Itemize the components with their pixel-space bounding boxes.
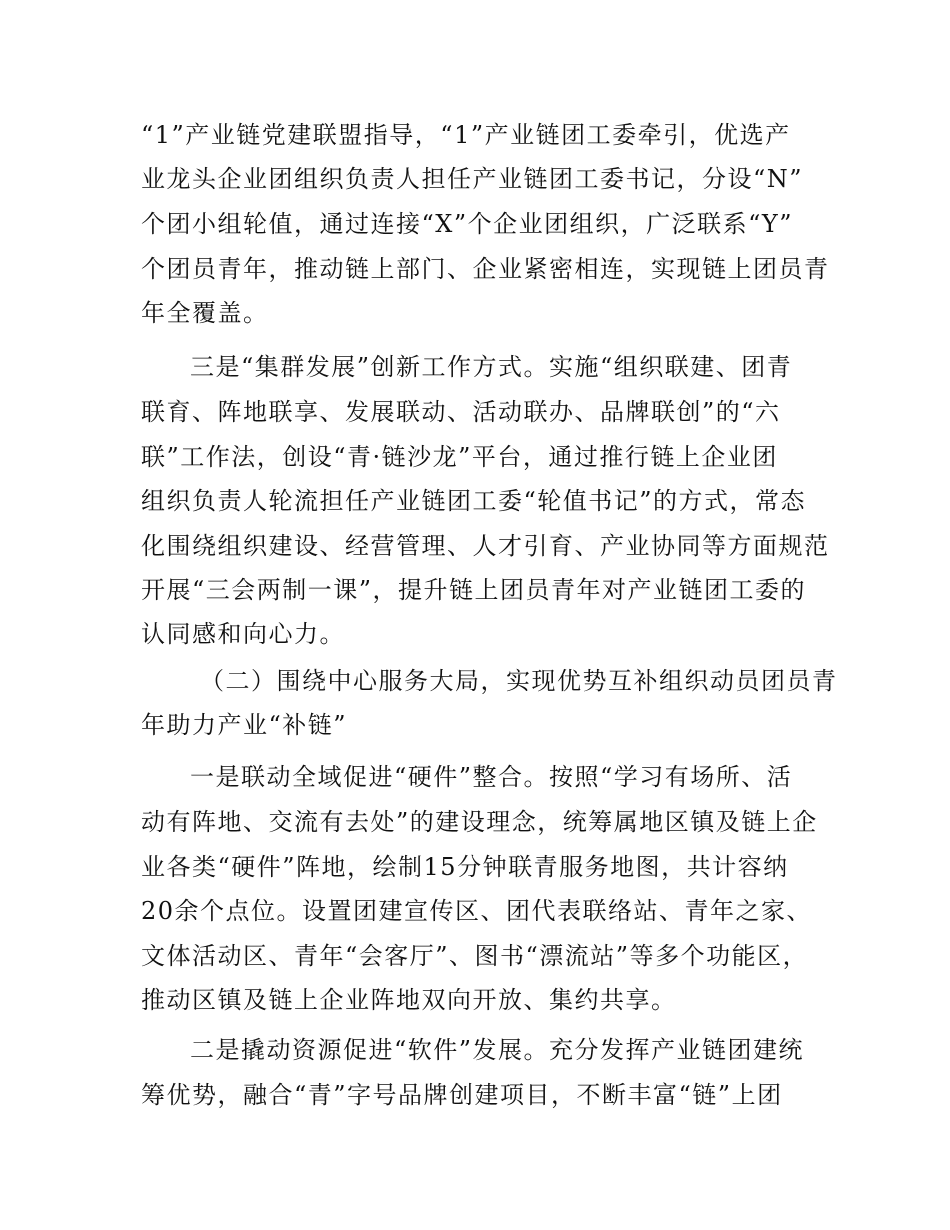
paragraph-1-line-5: 年全覆盖。 bbox=[141, 299, 269, 327]
paragraph-2-line-1: 三是“集群发展”创新工作方式。实施“组织联建、团青 bbox=[190, 353, 793, 381]
paragraph-1-line-2: 业龙头企业团组织负责人担任产业链团工委书记，分设“N” bbox=[141, 165, 804, 193]
paragraph-5-line-2: 筹优势，融合“青”字号品牌创建项目，不断丰富“链”上团 bbox=[141, 1081, 783, 1109]
paragraph-4-line-2: 动有阵地、交流有去处”的建设理念，统筹属地区镇及链上企 bbox=[141, 808, 818, 836]
section-heading-line-2: 年助力产业“补链” bbox=[141, 711, 348, 739]
paragraph-2-line-3: 联”工作法，创设“青·链沙龙”平台，通过推行链上企业团 bbox=[141, 443, 778, 471]
paragraph-5-line-1: 二是撬动资源促进“软件”发展。充分发挥产业链团建统 bbox=[190, 1036, 805, 1064]
paragraph-2-line-7: 认同感和向心力。 bbox=[141, 620, 345, 648]
section-heading-line-1: （二）围绕中心服务大局，实现优势互补组织动员团员青 bbox=[200, 667, 838, 695]
paragraph-2-line-4: 组织负责人轮流担任产业链团工委“轮值书记”的方式，常态 bbox=[141, 487, 807, 515]
paragraph-2-line-6: 开展“三会两制一课”，提升链上团员青年对产业链团工委的 bbox=[141, 576, 807, 604]
paragraph-1-line-1: “1”产业链党建联盟指导，“1”产业链团工委牵引，优选产 bbox=[141, 121, 791, 149]
paragraph-1-line-3: 个团小组轮值，通过连接“X”个企业团组织，广泛联系“Y” bbox=[141, 210, 794, 238]
paragraph-4-line-3: 业各类“硬件”阵地，绘制15分钟联青服务地图，共计容纳 bbox=[141, 853, 789, 881]
paragraph-4-line-6: 推动区镇及链上企业阵地双向开放、集约共享。 bbox=[141, 986, 677, 1014]
paragraph-4-line-1: 一是联动全域促进“硬件”整合。按照“学习有场所、活 bbox=[190, 763, 793, 791]
paragraph-4-line-5: 文体活动区、青年“会客厅”、图书“漂流站”等多个功能区， bbox=[141, 942, 809, 970]
paragraph-2-line-2: 联育、阵地联享、发展联动、活动联办、品牌联创”的“六 bbox=[141, 398, 781, 426]
paragraph-4-line-4: 20余个点位。设置团建宣传区、团代表联络站、青年之家、 bbox=[141, 897, 813, 925]
paragraph-2-line-5: 化围绕组织建设、经营管理、人才引育、产业协同等方面规范 bbox=[141, 532, 830, 560]
paragraph-1-line-4: 个团员青年，推动链上部门、企业紧密相连，实现链上团员青 bbox=[141, 255, 830, 283]
